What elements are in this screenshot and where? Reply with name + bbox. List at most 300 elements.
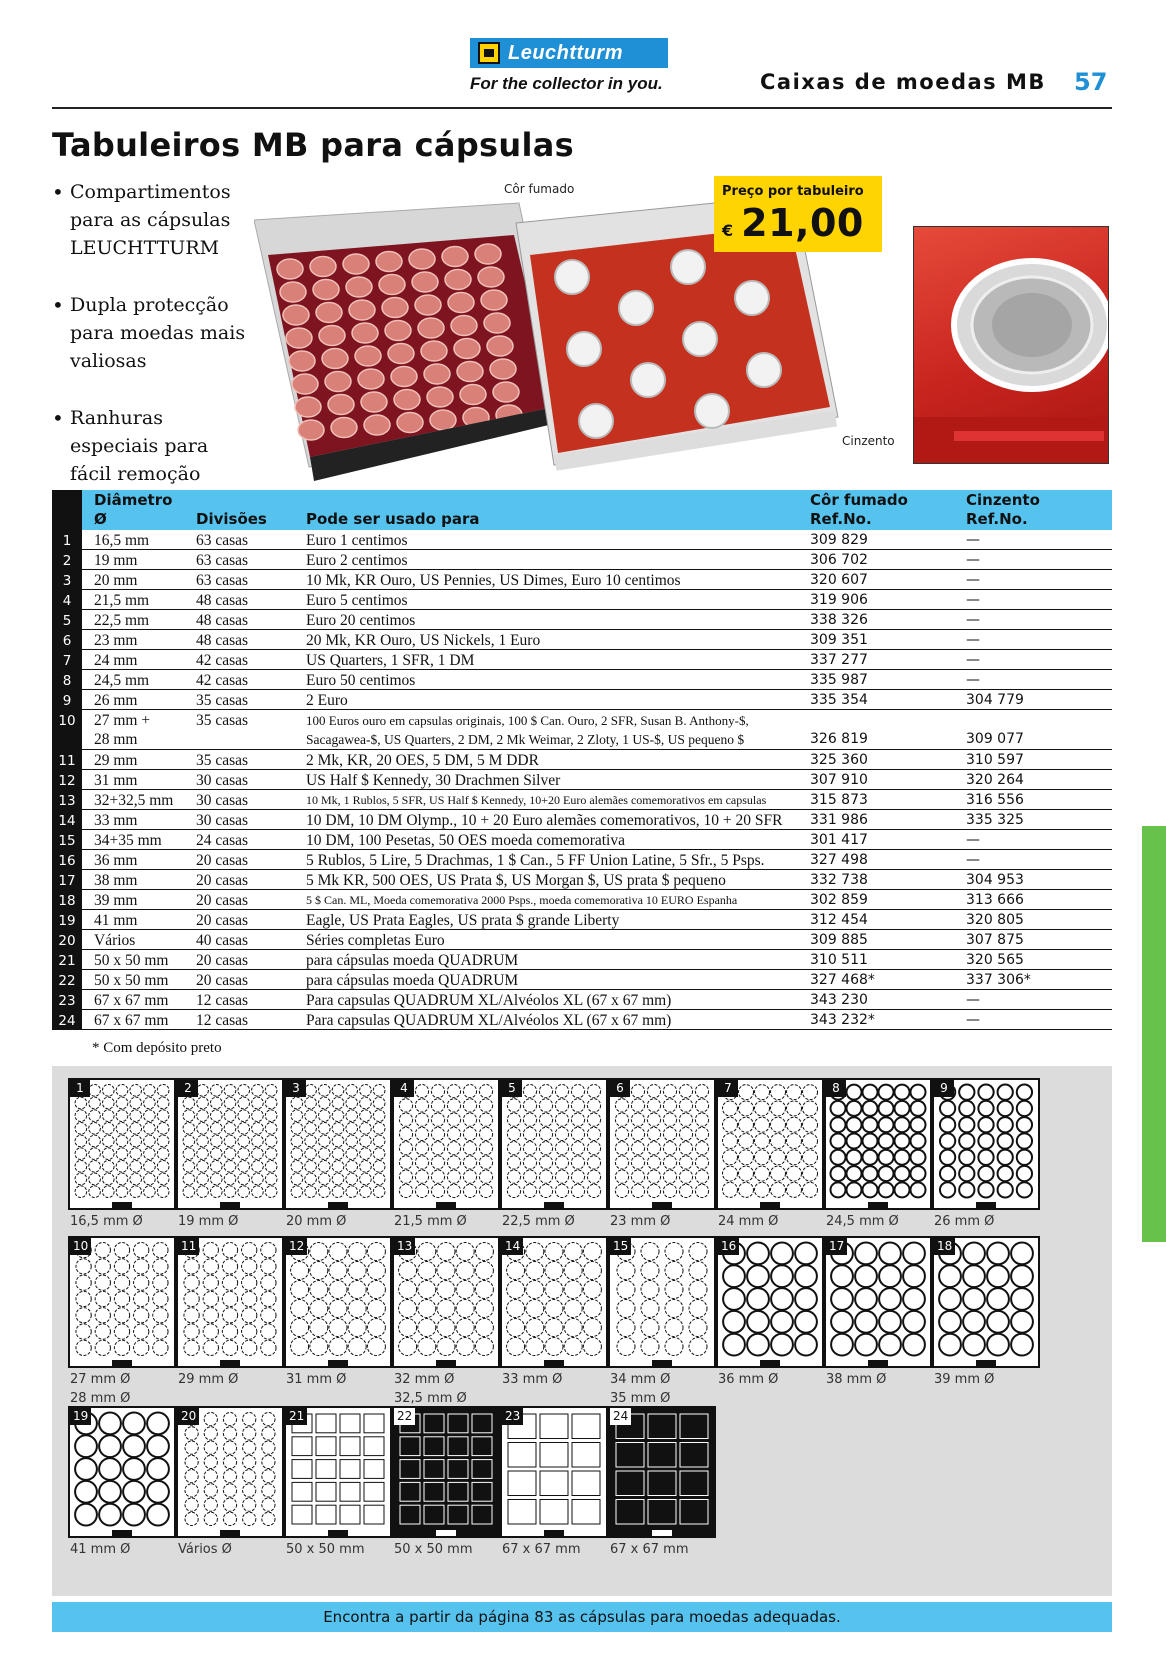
compartment-grid	[70, 1238, 174, 1366]
compartment	[203, 1275, 218, 1290]
compartment	[291, 1110, 303, 1122]
compartment	[243, 1512, 256, 1525]
compartment	[987, 1311, 1009, 1333]
grip-notch	[112, 1202, 132, 1208]
compartment	[238, 1110, 250, 1122]
diagram-label-secondary: 35 mm Ø	[610, 1391, 671, 1406]
compartment	[76, 1324, 91, 1339]
cell-diameter: 22,5 mm	[94, 612, 150, 629]
compartment	[305, 1161, 317, 1173]
row-number: 1	[52, 530, 82, 549]
compartment	[939, 1265, 961, 1287]
diagram-label-secondary: 28 mm Ø	[70, 1391, 131, 1406]
compartment	[787, 1182, 802, 1197]
compartment	[364, 1414, 384, 1433]
compartment	[204, 1512, 217, 1525]
compartment	[114, 1308, 129, 1323]
compartment	[803, 1085, 818, 1100]
compartment	[647, 1156, 660, 1169]
compartment	[571, 1142, 584, 1155]
compartment	[95, 1340, 110, 1355]
compartment	[507, 1319, 525, 1337]
cell-diameter: 16,5 mm	[94, 532, 150, 549]
compartment	[346, 1186, 358, 1198]
compartment	[911, 1150, 926, 1165]
compartment	[399, 1170, 412, 1183]
compartment	[348, 1262, 366, 1280]
diagram-label: 50 x 50 mm	[394, 1542, 473, 1557]
compartment	[261, 1340, 276, 1355]
diagram-label: 24 mm Ø	[718, 1214, 779, 1229]
compartment	[507, 1142, 520, 1155]
compartment	[545, 1338, 563, 1356]
capsule-coin	[430, 410, 456, 430]
compartment	[771, 1166, 786, 1181]
grip-notch	[328, 1530, 348, 1536]
compartment	[755, 1101, 770, 1116]
compartment	[739, 1085, 754, 1100]
page-title: Tabuleiros MB para cápsulas	[52, 126, 574, 164]
compartment	[959, 1166, 974, 1181]
feature-text: Ranhuras especiais para fácil remoção	[70, 407, 209, 485]
compartment	[424, 1505, 444, 1524]
capsule-coin	[289, 351, 315, 371]
compartment	[147, 1481, 169, 1503]
compartment	[424, 1414, 444, 1433]
compartment	[911, 1134, 926, 1149]
compartment	[863, 1150, 878, 1165]
compartment	[739, 1166, 754, 1181]
compartment	[587, 1085, 600, 1098]
compartment	[847, 1101, 862, 1116]
compartment	[998, 1085, 1013, 1100]
tray-layout-diagram	[284, 1236, 392, 1368]
compartment	[262, 1441, 275, 1454]
diagram-label: 36 mm Ø	[718, 1372, 779, 1387]
compartment	[183, 1110, 195, 1122]
compartment	[695, 1127, 708, 1140]
header-diameter-symbol: Ø	[94, 510, 107, 528]
caption-grey: Cinzento	[842, 434, 895, 448]
compartment	[555, 1184, 568, 1197]
compartment	[448, 1460, 468, 1479]
capsule-coin	[382, 298, 408, 318]
compartment	[831, 1117, 846, 1132]
compartment	[373, 1135, 385, 1147]
compartment	[348, 1281, 366, 1299]
cell-ref-smoked: 315 873	[810, 792, 868, 808]
compartment	[855, 1334, 877, 1356]
capsule-coin	[343, 254, 369, 274]
cell-ref-smoked: 335 987	[810, 672, 868, 688]
cell-ref-smoked: 319 906	[810, 592, 868, 608]
compartment	[879, 1117, 894, 1132]
tray-layout-diagram	[176, 1406, 284, 1538]
capsule-coin	[325, 372, 351, 392]
compartment	[157, 1110, 169, 1122]
capsule-coin	[379, 275, 405, 295]
compartment	[463, 1170, 476, 1183]
grip-notch	[112, 1360, 132, 1366]
compartment	[431, 1156, 444, 1169]
cell-usage: 20 Mk, KR Ouro, US Nickels, 1 Euro	[306, 632, 541, 649]
diagram-number: 6	[610, 1080, 630, 1097]
diagram-label: 20 mm Ø	[286, 1214, 347, 1229]
compartment	[879, 1243, 901, 1265]
compartment	[787, 1085, 802, 1100]
cell-ref-grey: —	[966, 532, 980, 548]
row-number: 15	[52, 830, 82, 849]
diagram-label: 24,5 mm Ø	[826, 1214, 899, 1229]
compartment	[526, 1281, 544, 1299]
caption-smoked: Côr fumado	[504, 182, 575, 196]
compartment	[399, 1184, 412, 1197]
cell-divisions: 35 casas	[196, 752, 249, 769]
cell-ref-smoked: 327 468*	[810, 972, 875, 988]
row-number: 23	[52, 990, 82, 1009]
compartment	[615, 1099, 628, 1112]
compartment	[998, 1117, 1013, 1132]
compartment	[399, 1156, 412, 1169]
compartment	[243, 1427, 256, 1440]
compartment	[447, 1099, 460, 1112]
compartment	[265, 1173, 277, 1185]
diagram-label: 41 mm Ø	[70, 1542, 131, 1557]
compartment	[771, 1311, 793, 1333]
cell-ref-smoked: 332 738	[810, 872, 868, 888]
compartment	[755, 1150, 770, 1165]
compartment	[879, 1085, 894, 1100]
cell-ref-smoked: 302 859	[810, 892, 868, 908]
compartment	[648, 1500, 676, 1525]
compartment	[903, 1334, 925, 1356]
compartment	[523, 1099, 536, 1112]
diagram-label: 31 mm Ø	[286, 1372, 347, 1387]
compartment	[641, 1319, 659, 1337]
compartment	[99, 1413, 121, 1435]
compartment	[831, 1288, 853, 1310]
compartment	[755, 1166, 770, 1181]
capsule-coin	[286, 328, 312, 348]
cell-ref-grey: —	[966, 852, 980, 868]
compartment	[571, 1099, 584, 1112]
cell-ref-grey: —	[966, 652, 980, 668]
diagram-number: 9	[934, 1080, 954, 1097]
compartment	[508, 1471, 536, 1496]
compartment	[723, 1166, 738, 1181]
compartment	[463, 1142, 476, 1155]
cell-usage: Eagle, US Prata Eagles, US prata $ grande Liberty	[306, 912, 620, 929]
compartment	[978, 1085, 993, 1100]
diagram-number: 23	[502, 1408, 523, 1425]
row-number: 8	[52, 670, 82, 689]
feature-item: • Ranhuras especiais para fácil remoção	[52, 404, 252, 488]
compartment	[879, 1311, 901, 1333]
table-row	[52, 770, 1112, 790]
cell-diameter: 29 mm	[94, 752, 138, 769]
compartment	[680, 1443, 708, 1468]
compartment	[663, 1085, 676, 1098]
compartment	[523, 1170, 536, 1183]
compartment	[367, 1243, 385, 1261]
cell-diameter: 36 mm	[94, 852, 138, 869]
cell-diameter: 41 mm	[94, 912, 138, 929]
compartment	[153, 1324, 168, 1339]
compartment	[959, 1085, 974, 1100]
grip-notch	[328, 1360, 348, 1366]
capsule-coin	[316, 303, 342, 323]
header-usage: Pode ser usado para	[306, 510, 480, 528]
compartment	[204, 1441, 217, 1454]
compartment	[959, 1117, 974, 1132]
cell-usage: 100 Euros ouro em capsulas originais, 100 $ Can. Ouro, 2 SFR, Susan B. Anthony-$,	[306, 713, 749, 728]
cell-diameter-secondary: 28 mm	[94, 731, 138, 748]
compartment	[437, 1338, 455, 1356]
compartment	[102, 1110, 114, 1122]
compartment	[447, 1127, 460, 1140]
compartment	[831, 1265, 853, 1287]
compartment	[475, 1300, 493, 1318]
compartment	[373, 1085, 385, 1097]
compartment	[803, 1134, 818, 1149]
capsule-coin	[683, 322, 717, 356]
cell-ref-smoked: 337 277	[810, 652, 868, 668]
compartment	[185, 1484, 198, 1497]
compartment	[631, 1085, 644, 1098]
compartment	[847, 1085, 862, 1100]
compartment	[959, 1182, 974, 1197]
compartment	[399, 1281, 417, 1299]
diagram-label: 38 mm Ø	[826, 1372, 887, 1387]
compartment	[545, 1243, 563, 1261]
diagram-number: 4	[394, 1080, 414, 1097]
row-number: 14	[52, 810, 82, 829]
compartment	[879, 1182, 894, 1197]
compartment-grid	[718, 1080, 822, 1208]
compartment	[526, 1319, 544, 1337]
diagram-label: 16,5 mm Ø	[70, 1214, 143, 1229]
tray-layout-diagram	[392, 1236, 500, 1368]
compartment	[75, 1435, 97, 1457]
compartment	[571, 1113, 584, 1126]
compartment	[679, 1142, 692, 1155]
compartment	[564, 1300, 582, 1318]
compartment	[479, 1156, 492, 1169]
cell-diameter: 38 mm	[94, 872, 138, 889]
product-table	[52, 490, 1112, 1030]
compartment	[695, 1099, 708, 1112]
table-row	[52, 750, 1112, 770]
compartment	[184, 1291, 199, 1306]
compartment	[305, 1085, 317, 1097]
capsule-coin	[421, 341, 447, 361]
compartment	[89, 1085, 101, 1097]
capsule-coin	[355, 346, 381, 366]
compartment	[243, 1413, 256, 1426]
compartment	[631, 1170, 644, 1183]
compartment	[292, 1460, 312, 1479]
compartment	[102, 1123, 114, 1135]
capsule-coin	[319, 326, 345, 346]
header-rule	[52, 107, 1112, 109]
capsule-coin	[460, 385, 486, 405]
compartment	[689, 1243, 707, 1261]
cell-usage: Euro 20 centimos	[306, 612, 416, 629]
compartment	[197, 1135, 209, 1147]
compartment	[998, 1101, 1013, 1116]
compartment	[895, 1182, 910, 1197]
row-number: 7	[52, 650, 82, 669]
header-smoked-ref: Ref.No.	[810, 510, 872, 528]
cell-divisions: 30 casas	[196, 812, 249, 829]
compartment	[76, 1308, 91, 1323]
compartment	[647, 1085, 660, 1098]
compartment	[147, 1504, 169, 1526]
capsule-coin	[376, 252, 402, 272]
compartment	[679, 1085, 692, 1098]
compartment	[571, 1127, 584, 1140]
tray-layout-diagram	[176, 1078, 284, 1210]
compartment	[647, 1099, 660, 1112]
compartment-grid	[610, 1238, 714, 1366]
compartment	[771, 1085, 786, 1100]
compartment	[583, 1338, 601, 1356]
compartment	[475, 1338, 493, 1356]
compartment	[679, 1099, 692, 1112]
capsule-coin	[298, 420, 324, 440]
compartment	[583, 1262, 601, 1280]
compartment	[572, 1500, 600, 1525]
compartment	[144, 1135, 156, 1147]
compartment	[448, 1482, 468, 1501]
cell-ref-smoked: 306 702	[810, 552, 868, 568]
compartment	[262, 1470, 275, 1483]
compartment	[572, 1414, 600, 1439]
capsule-coin	[567, 332, 601, 366]
compartment	[223, 1512, 236, 1525]
compartment	[526, 1300, 544, 1318]
compartment	[340, 1505, 360, 1524]
compartment	[545, 1262, 563, 1280]
compartment	[539, 1085, 552, 1098]
compartment	[555, 1170, 568, 1183]
compartment	[587, 1099, 600, 1112]
compartment	[539, 1170, 552, 1183]
compartment-grid	[70, 1080, 174, 1208]
compartment	[615, 1184, 628, 1197]
cell-usage: 10 DM, 100 Pesetas, 50 OES moeda comemorativa	[306, 832, 625, 849]
compartment	[539, 1156, 552, 1169]
capsule-coin	[493, 382, 519, 402]
compartment	[415, 1156, 428, 1169]
cell-ref-smoked: 310 511	[810, 952, 868, 968]
compartment	[332, 1097, 344, 1109]
compartment	[508, 1500, 536, 1525]
compartment	[75, 1097, 87, 1109]
compartment	[399, 1142, 412, 1155]
compartment	[771, 1288, 793, 1310]
compartment	[895, 1150, 910, 1165]
compartment	[903, 1265, 925, 1287]
compartment	[631, 1142, 644, 1155]
compartment	[1011, 1288, 1033, 1310]
compartment	[243, 1498, 256, 1511]
compartment	[448, 1414, 468, 1433]
capsule-coin	[424, 364, 450, 384]
compartment	[415, 1085, 428, 1098]
cell-ref-grey: 320 805	[966, 912, 1024, 928]
compartment	[545, 1300, 563, 1318]
cell-diameter: 21,5 mm	[94, 592, 150, 609]
cell-ref-grey: —	[966, 592, 980, 608]
compartment	[222, 1259, 237, 1274]
compartment	[184, 1340, 199, 1355]
compartment	[418, 1319, 436, 1337]
compartment	[940, 1182, 955, 1197]
compartment	[447, 1113, 460, 1126]
compartment	[114, 1259, 129, 1274]
compartment	[360, 1148, 372, 1160]
compartment	[305, 1148, 317, 1160]
cell-diameter: Vários	[94, 932, 136, 949]
capsule-coin	[695, 394, 729, 428]
compartment	[879, 1150, 894, 1165]
compartment	[647, 1170, 660, 1183]
compartment	[340, 1482, 360, 1501]
compartment	[523, 1127, 536, 1140]
compartment	[587, 1170, 600, 1183]
compartment	[663, 1099, 676, 1112]
compartment	[222, 1308, 237, 1323]
diagram-label: 19 mm Ø	[178, 1214, 239, 1229]
capsule-coin	[310, 257, 336, 277]
compartment	[755, 1085, 770, 1100]
compartment	[265, 1097, 277, 1109]
row-number: 5	[52, 610, 82, 629]
compartment	[123, 1458, 145, 1480]
compartment	[647, 1184, 660, 1197]
compartment	[475, 1243, 493, 1261]
compartment	[723, 1182, 738, 1197]
cell-ref-grey: —	[966, 572, 980, 588]
grip-notch	[652, 1530, 672, 1536]
capsule-coin	[412, 272, 438, 292]
compartment	[102, 1148, 114, 1160]
compartment	[555, 1142, 568, 1155]
compartment	[1017, 1150, 1032, 1165]
cell-diameter: 34+35 mm	[94, 832, 162, 849]
compartment	[224, 1135, 236, 1147]
compartment	[367, 1319, 385, 1337]
compartment	[238, 1085, 250, 1097]
compartment	[185, 1441, 198, 1454]
compartment	[507, 1099, 520, 1112]
compartment	[998, 1166, 1013, 1181]
compartment	[114, 1275, 129, 1290]
compartment	[243, 1441, 256, 1454]
capsule-coin	[388, 344, 414, 364]
capsule-coin	[361, 392, 387, 412]
compartment	[647, 1142, 660, 1155]
compartment	[185, 1512, 198, 1525]
compartment	[89, 1135, 101, 1147]
compartment	[197, 1161, 209, 1173]
compartment	[147, 1413, 169, 1435]
compartment	[855, 1288, 877, 1310]
grip-notch	[760, 1360, 780, 1366]
cell-usage: 5 Mk KR, 500 OES, US Prata $, US Morgan $, US prata $ pequeno	[306, 872, 726, 889]
compartment	[252, 1085, 264, 1097]
